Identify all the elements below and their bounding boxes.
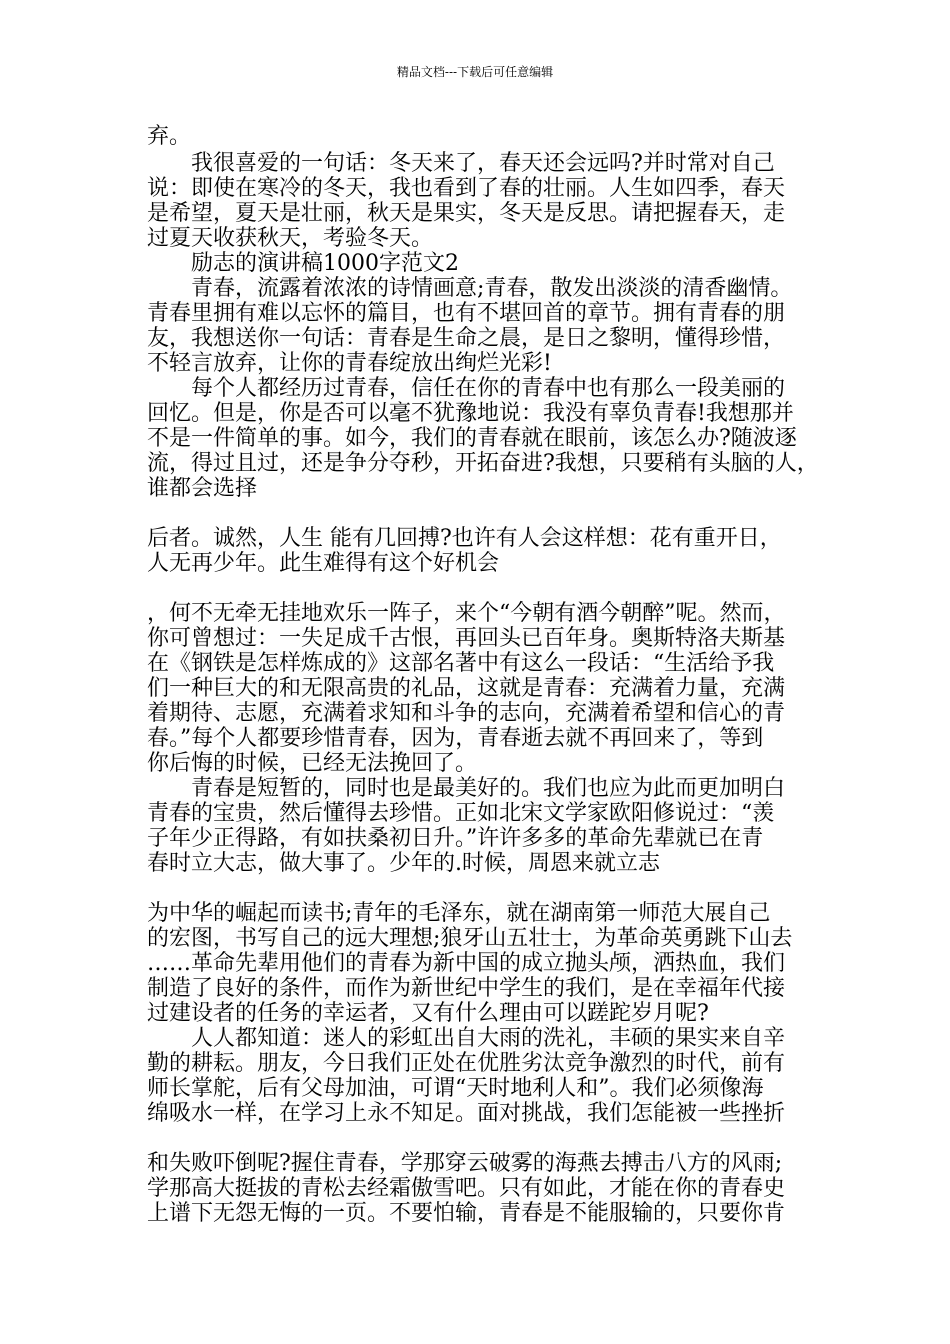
text-line: 流，得过且过，还是争分夺秒，开拓奋进?我想，只要稍有头脑的人，	[147, 451, 819, 476]
text-line: 为中华的崛起而读书;青年的毛泽东，就在湖南第一师范大展自己	[147, 901, 771, 926]
text-line: 后者。诚然，人生 能有几回搏?也许有人会这样想：花有重开日，	[147, 526, 782, 551]
text-line: 人人都知道：迷人的彩虹出自大雨的洗礼，丰硕的果实来自辛	[147, 1026, 786, 1051]
text-line: 你后悔的时候，已经无法挽回了。	[147, 751, 478, 776]
page-header: 精品文档---下载后可任意编辑	[396, 65, 554, 79]
text-line: 青春是短暂的，同时也是最美好的。我们也应为此而更加明白	[147, 776, 786, 801]
text-line: 是希望，夏天是壮丽，秋天是果实，冬天是反思。请把握春天，走	[147, 201, 786, 226]
text-line: ……革命先辈用他们的青春为新中国的成立抛头颅，洒热血，我们	[147, 951, 786, 976]
text-line: 弃。	[147, 124, 192, 149]
text-line: 师长掌舵，后有父母加油，可谓“天时地利人和”。我们必须像海	[147, 1076, 764, 1101]
text-line: 春。”每个人都要珍惜青春，因为，青春逝去就不再回来了，等到	[147, 726, 764, 751]
text-line: 不轻言放弃，让你的青春绽放出绚烂光彩!	[147, 351, 552, 376]
text-line: ，何不无牵无挂地欢乐一阵子，来个“今朝有酒今朝醉”呢。然而，	[147, 601, 786, 626]
text-line: 每个人都经历过青春，信任在你的青春中也有那么一段美丽的	[147, 376, 786, 401]
text-line: 友，我想送你一句话：青春是生命之晨，是日之黎明，懂得珍惜，	[147, 326, 786, 351]
text-line: 勤的耕耘。朋友，今日我们正处在优胜劣汰竞争激烈的时代，前有	[147, 1051, 786, 1076]
text-line: 绵吸水一样，在学习上永不知足。面对挑战，我们怎能被一些挫折	[147, 1101, 786, 1126]
text-line: 你可曾想过：一失足成千古恨，再回头已百年身。奥斯特洛夫斯基	[147, 626, 786, 651]
text-line: 人无再少年。此生难得有这个好机会	[147, 551, 500, 576]
text-line: 和失败吓倒呢?握住青春，学那穿云破雾的海燕去搏击八方的风雨;	[147, 1151, 783, 1176]
text-line: 我很喜爱的一句话：冬天来了，春天还会远吗?并时常对自己	[147, 151, 775, 176]
text-line: 春时立大志，做大事了。少年的.时候，周恩来就立志	[147, 851, 660, 876]
text-line: 青春的宝贵，然后懂得去珍惜。正如北宋文学家欧阳修说过：“羡	[147, 801, 775, 826]
text-line: 回忆。但是，你是否可以毫不犹豫地说：我没有辜负青春!我想那并	[147, 401, 794, 426]
text-line: 学那高大挺拔的青松去经霜傲雪吧。只有如此，才能在你的青春史	[147, 1176, 786, 1201]
text-line: 在《钢铁是怎样炼成的》这部名著中有这么一段话：“生活给予我	[147, 651, 775, 676]
text-line: 青春里拥有难以忘怀的篇目，也有不堪回首的章节。拥有青春的朋	[147, 301, 786, 326]
text-line: 制造了良好的条件，而作为新世纪中学生的我们，是在幸福年代接	[147, 976, 786, 1001]
section-heading: 励志的演讲稿1000字范文2	[147, 251, 459, 276]
text-line: 过建设者的任务的幸运者，又有什么理由可以蹉跎岁月呢?	[147, 1001, 709, 1026]
text-line: 青春，流露着浓浓的诗情画意;青春，散发出淡淡的清香幽情。	[147, 276, 793, 301]
text-line: 过夏天收获秋天，考验冬天。	[147, 226, 434, 251]
text-line: 上谱下无怨无悔的一页。不要怕输，青春是不能服输的，只要你肯	[147, 1201, 786, 1226]
text-line: 谁都会选择	[147, 476, 258, 501]
text-line: 的宏图，书写自己的远大理想;狼牙山五壮士，为革命英勇跳下山去	[147, 926, 793, 951]
text-line: 不是一件简单的事。如今，我们的青春就在眼前，该怎么办?随波逐	[147, 426, 797, 451]
text-line: 子年少正得路，有如扶桑初日升。”许许多多的革命先辈就已在青	[147, 826, 764, 851]
text-line: 们一种巨大的和无限高贵的礼品，这就是青春：充满着力量，充满	[147, 676, 786, 701]
text-line: 着期待、志愿，充满着求知和斗争的志向，充满着希望和信心的青	[147, 701, 786, 726]
text-line: 说：即使在寒冷的冬天，我也看到了春的壮丽。人生如四季，春天	[147, 176, 786, 201]
